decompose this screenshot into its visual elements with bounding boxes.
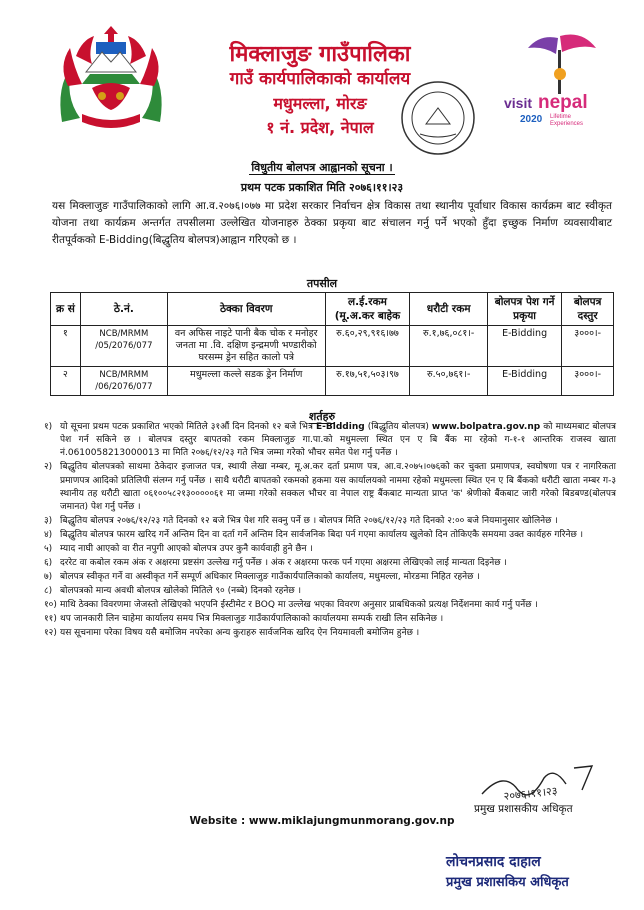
term-text-mid: (बिद्धुतिय बोलपत्र) [364, 422, 432, 432]
cell-description: मधुमल्ला कल्ले सडक ड्रेन निर्माण [167, 367, 325, 396]
term-text: बिद्धुतिय बोलपत्र २०७६/१२/२३ गते दिनको १२ बजे भित्र पेश गरि सक्नु पर्ने छ । बोलपत्र मिति २०७६/१२/२३ गते दिनको २:०० बजे नियमानुसार खोलिनेछ । [60, 516, 558, 527]
cell-contract-no: NCB/MRMM /05/2076/077 [80, 326, 167, 367]
cell-fee: ३०००।- [562, 367, 614, 396]
nepal-text: nepal [538, 92, 588, 113]
cell-fee: ३०००।- [562, 326, 614, 367]
table-header-row [51, 293, 614, 326]
cell-deposit: रु.५०,७६१।- [410, 367, 487, 396]
cell-sn: २ [51, 367, 81, 396]
term-text: यस सूचनामा परेका विषय यसै बमोजिम नपरेका अन्य कुराहरु सार्वजनिक खरिद ऐन नियमावली बमोजिम हुनेछ । [60, 628, 420, 639]
term-item [44, 421, 616, 461]
term-number: १०) [44, 600, 57, 611]
cell-procedure: E-Bidding [487, 367, 561, 396]
visit-text: visit [504, 95, 533, 111]
notice-title-text: विधुतीय बोलपत्र आह्वानको सूचना । [251, 161, 393, 174]
term-number: ५) [44, 544, 53, 555]
term-text: बिद्धुतिय बोलपत्र फारम खरिद गर्ने अन्तिम दिन वा दर्ता गर्ने अन्तिम दिन सार्वजनिक बिदा पर्न गएमा कार्यालय खुलेको दिन तोकिएकै समयमा उक्त कार्यहरु गरिनेछ । [60, 530, 584, 541]
col-estimate: ल.ई.रकम (मू.अ.कर बाहेक [325, 293, 410, 326]
office-name: गाउँ कार्यपालिकाको कार्यालय [229, 69, 411, 89]
term-item [44, 599, 616, 612]
term-number: ३) [44, 516, 53, 527]
contract-table [50, 292, 614, 396]
tapasil-label: तपसील [306, 277, 338, 290]
tagline-1: Lifetime [550, 114, 572, 120]
col-deposit: धरौटी रकम [410, 293, 487, 326]
term-number: ७) [44, 572, 53, 583]
table-row [51, 326, 614, 367]
bolpatra-link[interactable]: www.bolpatra.gov.np [431, 422, 541, 432]
term-number: १) [44, 422, 53, 432]
col-procedure: बोलपत्र पेश गर्ने प्रकृया [487, 293, 561, 326]
col-sn: क्र सं [51, 293, 81, 326]
cell-procedure: E-Bidding [487, 326, 561, 367]
cell-deposit: रु.१,७६,०८१।- [410, 326, 487, 367]
term-item [44, 461, 616, 514]
term-item [44, 571, 616, 584]
term-text: थप जानकारी लिन चाहेमा कार्यालय समय भित्र मिक्लाजुङ गाउँकार्यपालिकाको कार्यालयमा सम्पर्क राखी लिन सकिनेछ । [60, 614, 444, 625]
website-text: Website : www.miklajungmunmorang.gov.np [189, 815, 455, 827]
table-row [51, 367, 614, 396]
term-item [44, 557, 616, 570]
col-fee: बोलपत्र दस्तुर [562, 293, 614, 326]
term-number: २) [44, 462, 53, 473]
col-description: ठेक्का विवरण [167, 293, 325, 326]
notice-title [0, 160, 644, 175]
signature-date: २०७६।११।२३ [502, 784, 559, 803]
signature-title: प्रमुख प्रशासकीय अधिकृत [474, 803, 573, 815]
office-location: मधुमल्ला, मोरङ [273, 94, 367, 113]
municipality-name: मिक्लाजुङ गाउँपालिका [229, 42, 411, 67]
terms-title-text: शर्तहरु [308, 410, 336, 423]
term-bold: E-Bidding [316, 422, 365, 432]
term-text-after: को माध्यमबाट बोलपत्र पेश गर्न सकिने छ । बोलपत्र दस्तुर बापतको रकम मिक्लाजुङ गा.पा.को मधुमल्ला स्थित एन ए बि बैंक मा रहेको ग-१-१ आन्तरिक राजस्व खाता नं.0610058213000013 मा मिति २०७६/१२/२३ गते भित्र जम्मा गरेको भौचर समेत पेश गर्नु पर्नेछ । [60, 422, 617, 459]
tagline-2: Experiences [550, 121, 584, 127]
term-number: ११) [44, 614, 57, 625]
cell-contract-no: NCB/MRMM /06/2076/077 [80, 367, 167, 396]
term-number: १२) [44, 628, 57, 639]
cell-estimate: रु.६०,२९,९१६।७७ [325, 326, 410, 367]
term-text: यो सूचना प्रथम पटक प्रकाशित भएको मितिले ३१औं दिन दिनको १२ बजे भित्र [60, 422, 317, 432]
term-item [44, 613, 616, 626]
cell-description: वन अफिस नाइटे पानी बैक चोक र मनोहर जनता मा .वि. दक्षिण इन्द्रमणी भण्डारीको घरसम्म ड्रेन सहित कालो पत्रे [167, 326, 325, 367]
cell-sn: १ [51, 326, 81, 367]
term-text: माथि ठेक्का विवरणमा जेजस्तो लेखिएको भएपनि ईस्टीमेट र BOQ मा उल्लेख भएका विवरण अनुसार प्राबधिकको प्रत्यक्ष निर्देशनमा कार्य गर्नु पर्नेछ । [60, 600, 538, 611]
term-item [44, 515, 616, 528]
intro-paragraph: यस मिक्लाजुङ गाउँपालिकाको लागि आ.व.२०७६।०७७ मा प्रदेश सरकार निर्वाचन क्षेत्र विकास तथा स्थानीय पूर्वाधार विकास कार्यक्रम बाट स्वीकृत योजना तथा कार्यक्रम अन्तर्गत तपसीलमा उल्लेखित योजनाहरु ठेक्का प्रकृया बाट संचालन गर्नु पर्ने भएको हुँदा इच्छुक निर्माण व्यवसायीबाट रीतपूर्वकको E-Bidding(बिद्धुतिय बोलपत्र)आह्वान गरिएको छ । [52, 200, 612, 246]
office-stamp-icon [398, 78, 478, 158]
officer-title: प्रमुख प्रशासकिय अधिकृत [446, 875, 569, 890]
year-text: 2020 [520, 114, 543, 125]
term-text: बिद्धुतिय बोलपत्रको साथमा ठेकेदार इजाजत पत्र, स्थायी लेखा नम्बर, मू.अ.कर दर्ता प्रमाण पत्र, आ.व.२०७५।०७६को कर चुक्ता प्रमाणपत्र, स्वघोषणा पत्र र नागरिकता प्रमाणपत्र आदिको प्रतिलिपी संलग्न गर्नु पर्नेछ । साथै धरौटी बापतको रकमको हकमा यस कार्यालयको नाममा रहेको मधुमल्ला स्थित एन ए बि बैंकको धरौटी खाता नम्बर ग-३ स्थानीय तह धरौटी खाता ०६१००५८२१३०००००६१ मा जम्मा गरेको सक्कल भौचर वा नेपाल राष्ट्र बैंकबाट मान्यता प्राप्त 'क' श्रेणीको बैंकबाट जारी गरेको बिडबण्ड(बोलपत्र जमानत) पेश गर्नु पर्नेछ । [60, 462, 616, 513]
terms-list [44, 421, 616, 641]
term-number: ६) [44, 558, 53, 569]
signature-icon [474, 760, 624, 804]
term-text: दररेट वा कबोल रकम अंक र अक्षरमा प्रष्टसंग उल्लेख गर्नु पर्नेछ । अंक र अक्षरमा फरक पर्न गएमा अक्षरमा लेखिएको लाई मान्यता दिइनेछ । [60, 558, 507, 569]
term-number: ४) [44, 530, 53, 541]
term-item [44, 543, 616, 556]
term-text: बोलपत्रको मान्य अवधी बोलपत्र खोलेको मितिले ९० (नब्बे) दिनको रहनेछ । [60, 586, 302, 597]
published-date: प्रथम पटक प्रकाशित मिति २०७६।११।२३ [240, 181, 404, 194]
cell-estimate: रु.१७,५१,५०३।९७ [325, 367, 410, 396]
term-text: म्याद नाघी आएको वा रीत नपुगी आएको बोलपत्र उपर कुनै कार्यवाही हुने छैन । [60, 544, 313, 555]
officer-name: लोचनप्रसाद दाहाल [446, 854, 541, 870]
visit-nepal-logo-icon [500, 30, 612, 130]
term-item [44, 529, 616, 542]
province-name: १ नं. प्रदेश, नेपाल [266, 118, 374, 137]
term-text: बोलपत्र स्वीकृत गर्ने वा अस्वीकृत गर्ने सम्पूर्ण अधिकार मिक्लाजुङ गाउँकार्यपालिकाको कार्यालय, मधुमल्ला, मोरङमा निहित रहनेछ । [60, 572, 480, 583]
term-item [44, 627, 616, 640]
term-number: ८) [44, 586, 53, 597]
col-contract-no: ठे.नं. [80, 293, 167, 326]
term-item [44, 585, 616, 598]
